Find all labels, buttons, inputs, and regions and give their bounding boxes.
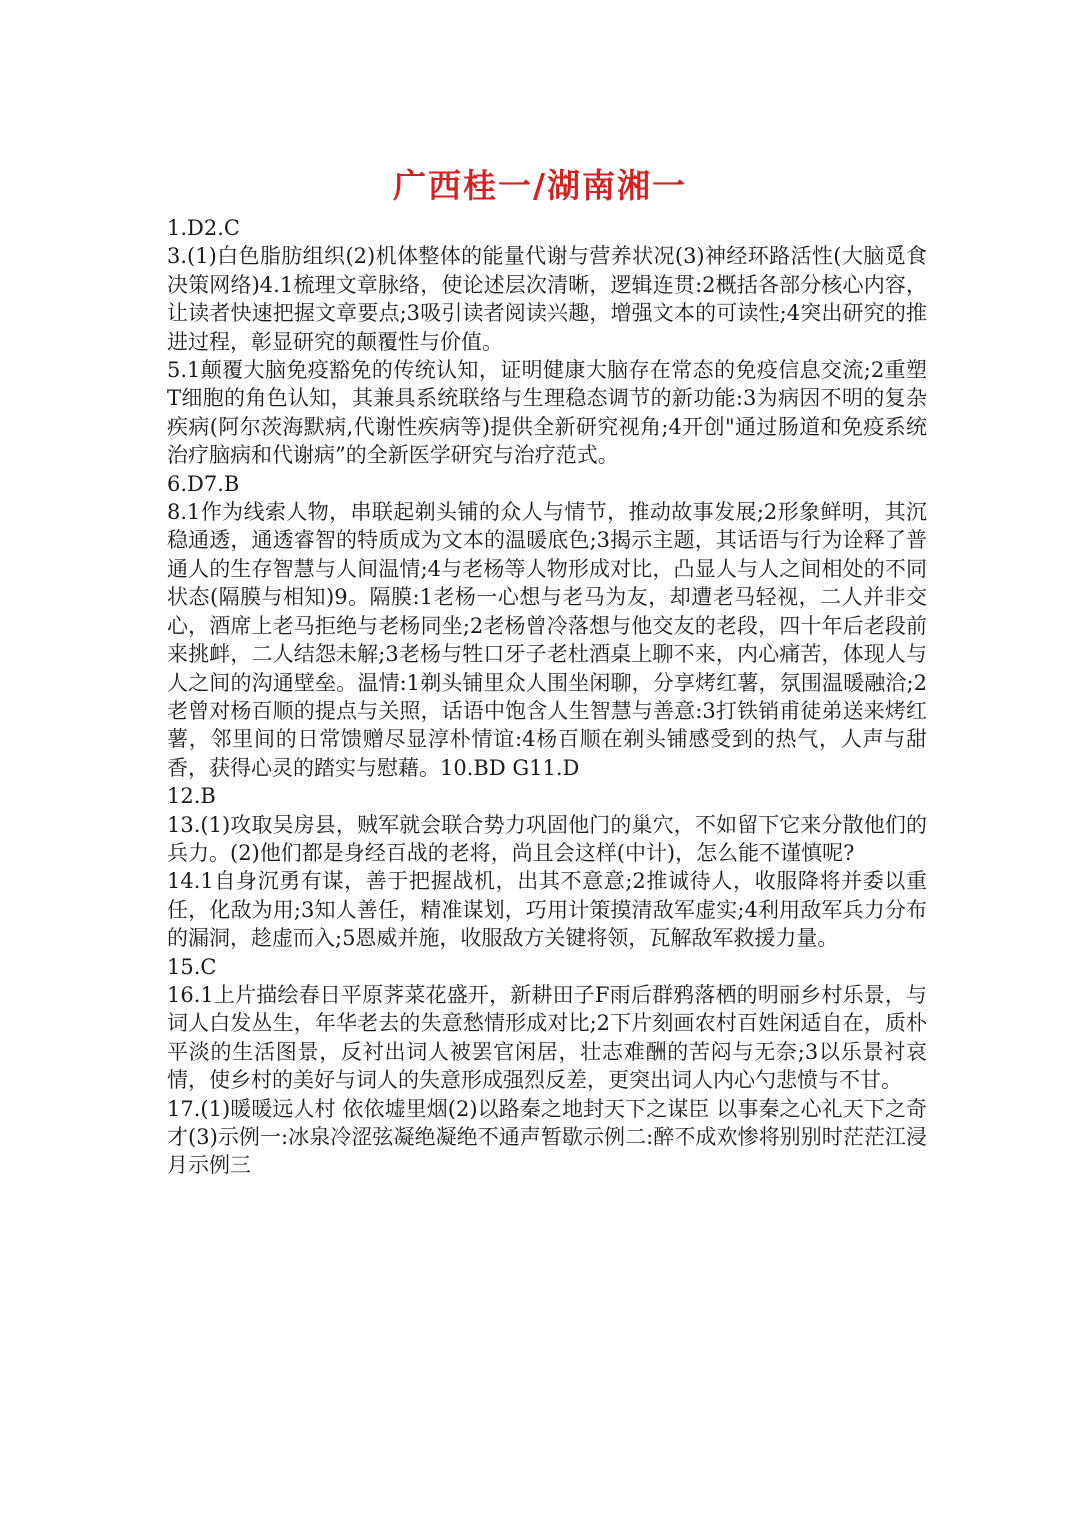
answer-paragraph: 1.D2.C (167, 216, 240, 240)
page-title: 广西桂一/湖南湘一 (392, 166, 688, 205)
answer-content (167, 214, 927, 1180)
answer-paragraph: 6.D7.B (167, 471, 240, 496)
answer-paragraph: 8.1作为线索人物，串联起剃头铺的众人与情节，推动故事发展;2形象鲜明，其沉稳通透，通透睿智的特质成为文本的温暖底色;3揭示主题，其话语与行为诠释了普通人的生存智慧与人间温情;4与老杨等人物形成对比，凸显人与人之间相处的不同状态(隔膜与相知)9。隔膜:1老杨一心想与老马为友，却遭老马轻视，二人并非交心，酒席上老马拒绝与老杨同坐;2老杨曾冷落想与他交友的老段，四十年后老段前来挑衅，二人结怨未解;3老杨与牲口牙子老杜酒桌上聊不来，内心痛苦，体现人与人之间的沟通壁垒。温情:1剃头铺里众人围坐闲聊，分享烤红薯，氛围温暖融洽;2老曾对杨百顺的提点与关照，话语中饱含人生智慧与善意:3打铁销甫徒弟送来烤红薯，邻里间的日常馈赠尽显淳朴情谊:4杨百顺在剃头铺感受到的热气，人声与甜香，获得心灵的踏实与慰藉。10.BD G11.D (167, 500, 927, 780)
answer-paragraph: 3.(1)白色脂肪组织(2)机体整体的能量代谢与营养状况(3)神经环路活性(大脑觅食决策网络)4.1梳理文章脉络，使论述层次清晰，逻辑连贯:2概括各部分核心内容，让读者快速把握文章要点;3吸引读者阅读兴趣，增强文本的可读性;4突出研究的推进过程，彰显研究的颠覆性与价值。 (167, 244, 927, 354)
answer-paragraph: 16.1上片描绘春日平原荠菜花盛开，新耕田子F雨后群鸦落栖的明丽乡村乐景，与词人白发丛生，年华老去的失意愁情形成对比;2下片刻画农村百姓闲适自在，质朴平淡的生活图景，反衬出词人被罢官闲居，壮志难酬的苦闷与无奈;3以乐景衬哀情，使乡村的美好与词人的失意形成强烈反差，更突出词人内心勺悲愤与不甘。 (167, 982, 927, 1093)
answer-paragraph: 13.(1)攻取吴房县，贼军就会联合势力巩固他门的巢穴，不如留下它来分散他们的兵力。(2)他们都是身经百战的老将，尚且会这样(中计)，怎么能不谨慎呢? (167, 812, 927, 865)
answer-paragraph: 14.1自身沉勇有谋，善于把握战机，出其不意意;2推诚待人，收服降将并委以重任，化敌为用;3知人善任，精准谋划，巧用计策摸清敌军虚实;4利用敌军兵力分布的漏洞，趁虚而入;5恩威并施，收服敌方关键将领，瓦解敌军救援力量。 (167, 869, 927, 951)
answer-paragraph: 17.(1)暖暖远人村 依依墟里烟(2)以路秦之地封天下之谋臣 以事秦之心礼天下之奇才(3)示例一:冰泉冷涩弦凝绝凝绝不通声暂歇示例二:醉不成欢惨将别别时茫茫江浸月示例三 (167, 1096, 927, 1178)
answer-paragraph: 12.B (167, 784, 216, 809)
answer-paragraph: 15.C (167, 954, 217, 979)
answer-paragraph: 5.1颠覆大脑免疫豁免的传统认知，证明健康大脑存在常态的免疫信息交流;2重塑T细胞的角色认知，其兼具系统联络与生理稳态调节的新功能:3为病因不明的复杂疾病(阿尔茨海默病,代谢性疾病等)提供全新研究视角;4开创"通过肠道和免疫系统治疗脑病和代谢病”的全新医学研究与治疗范式。 (167, 358, 927, 468)
